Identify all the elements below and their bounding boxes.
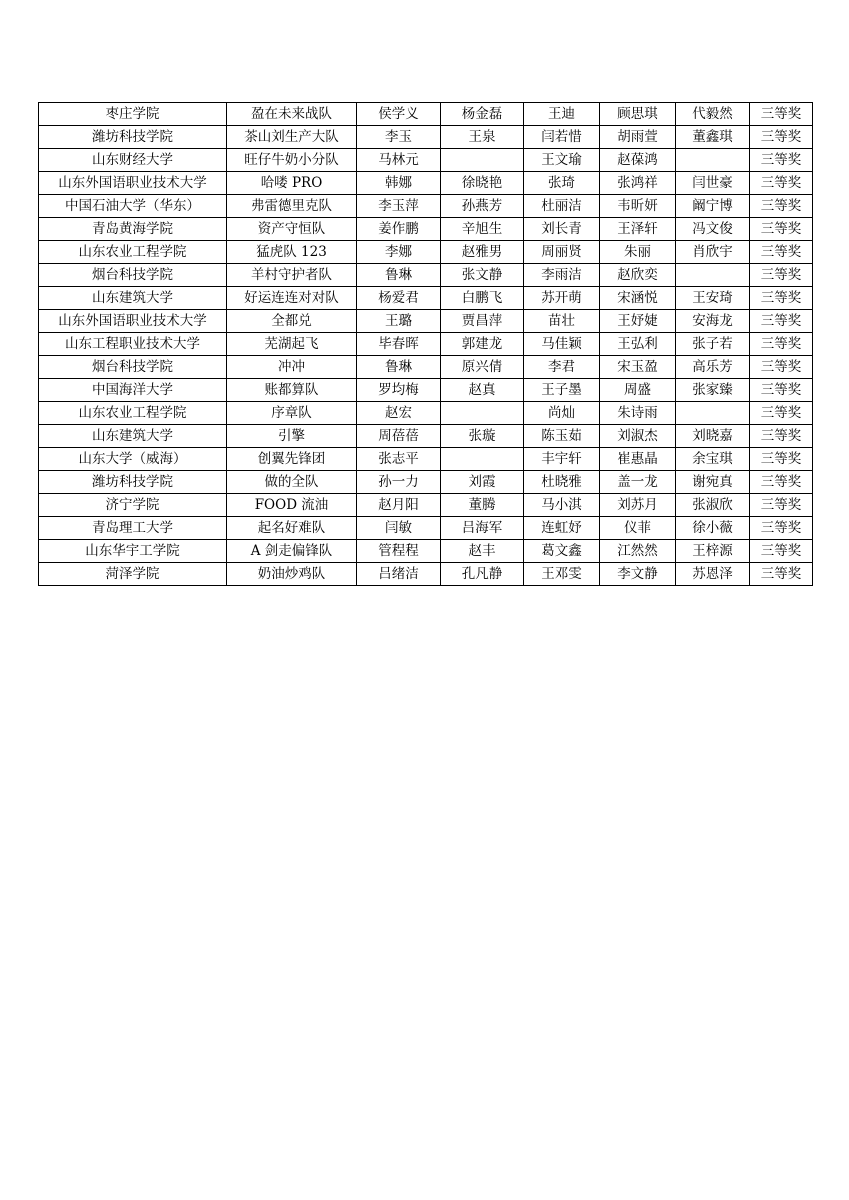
member-2-cell: 朱丽: [600, 241, 676, 264]
award-cell: 三等奖: [750, 149, 813, 172]
member-1-cell: 连虹妤: [524, 517, 600, 540]
advisor-2-cell: 原兴倩: [441, 356, 524, 379]
table-row: [39, 264, 813, 287]
advisor-2-cell: [441, 149, 524, 172]
advisor-2-cell: 贾昌萍: [441, 310, 524, 333]
table-row: [39, 195, 813, 218]
advisor-cell: 周蓓蓓: [357, 425, 441, 448]
member-1-cell: 王子墨: [524, 379, 600, 402]
member-3-cell: 闫世豪: [676, 172, 750, 195]
member-2-cell: 李文静: [600, 563, 676, 586]
team-name-cell: 资产守恒队: [227, 218, 357, 241]
award-cell: 三等奖: [750, 172, 813, 195]
advisor-cell: 姜作鹏: [357, 218, 441, 241]
team-name-cell: 好运连连对对队: [227, 287, 357, 310]
school-cell: 潍坊科技学院: [39, 471, 227, 494]
school-cell: 中国石油大学（华东）: [39, 195, 227, 218]
member-3-cell: 代毅然: [676, 103, 750, 126]
member-3-cell: 苏恩泽: [676, 563, 750, 586]
team-name-cell: 弗雷德里克队: [227, 195, 357, 218]
award-cell: 三等奖: [750, 310, 813, 333]
member-3-cell: 董鑫琪: [676, 126, 750, 149]
advisor-cell: 李玉萍: [357, 195, 441, 218]
member-2-cell: 王泽轩: [600, 218, 676, 241]
table-row: [39, 402, 813, 425]
award-cell: 三等奖: [750, 517, 813, 540]
member-2-cell: 宋玉盈: [600, 356, 676, 379]
member-1-cell: 苏开萌: [524, 287, 600, 310]
member-3-cell: 王梓源: [676, 540, 750, 563]
member-3-cell: 张家臻: [676, 379, 750, 402]
advisor-2-cell: [441, 402, 524, 425]
advisor-cell: 罗均梅: [357, 379, 441, 402]
advisor-2-cell: 张文静: [441, 264, 524, 287]
advisor-2-cell: 赵丰: [441, 540, 524, 563]
school-cell: 济宁学院: [39, 494, 227, 517]
advisor-cell: 侯学义: [357, 103, 441, 126]
member-2-cell: 王弘利: [600, 333, 676, 356]
table-row: [39, 287, 813, 310]
award-cell: 三等奖: [750, 448, 813, 471]
award-cell: 三等奖: [750, 402, 813, 425]
school-cell: 枣庄学院: [39, 103, 227, 126]
advisor-2-cell: 杨金磊: [441, 103, 524, 126]
team-name-cell: 羊村守护者队: [227, 264, 357, 287]
table-row: [39, 563, 813, 586]
table-row: [39, 241, 813, 264]
advisor-2-cell: 徐晓艳: [441, 172, 524, 195]
team-name-cell: 引擎: [227, 425, 357, 448]
advisor-2-cell: 吕海军: [441, 517, 524, 540]
team-name-cell: 盈在未来战队: [227, 103, 357, 126]
advisor-cell: 毕春晖: [357, 333, 441, 356]
member-2-cell: 赵欣奕: [600, 264, 676, 287]
advisor-2-cell: 赵雅男: [441, 241, 524, 264]
member-1-cell: 马佳颖: [524, 333, 600, 356]
table-row: [39, 448, 813, 471]
award-cell: 三等奖: [750, 103, 813, 126]
advisor-2-cell: 郭建龙: [441, 333, 524, 356]
member-1-cell: 王邓雯: [524, 563, 600, 586]
member-3-cell: [676, 264, 750, 287]
team-name-cell: 做的全队: [227, 471, 357, 494]
member-1-cell: 马小淇: [524, 494, 600, 517]
member-2-cell: 顾思琪: [600, 103, 676, 126]
member-1-cell: 李君: [524, 356, 600, 379]
award-cell: 三等奖: [750, 241, 813, 264]
school-cell: 山东农业工程学院: [39, 241, 227, 264]
team-name-cell: 芜湖起飞: [227, 333, 357, 356]
award-cell: 三等奖: [750, 471, 813, 494]
school-cell: 潍坊科技学院: [39, 126, 227, 149]
award-cell: 三等奖: [750, 494, 813, 517]
advisor-2-cell: 白鹏飞: [441, 287, 524, 310]
table-row: [39, 471, 813, 494]
advisor-2-cell: 刘霞: [441, 471, 524, 494]
member-2-cell: 刘苏月: [600, 494, 676, 517]
member-1-cell: 苗壮: [524, 310, 600, 333]
member-1-cell: 丰宇轩: [524, 448, 600, 471]
table-row: [39, 540, 813, 563]
table-row: [39, 126, 813, 149]
school-cell: 青岛黄海学院: [39, 218, 227, 241]
team-name-cell: 起名好难队: [227, 517, 357, 540]
advisor-cell: 王璐: [357, 310, 441, 333]
member-2-cell: 崔惠晶: [600, 448, 676, 471]
table-row: [39, 425, 813, 448]
school-cell: 菏泽学院: [39, 563, 227, 586]
advisor-cell: 杨爱君: [357, 287, 441, 310]
member-3-cell: 冯文俊: [676, 218, 750, 241]
advisor-cell: 管程程: [357, 540, 441, 563]
table-row: [39, 333, 813, 356]
advisor-2-cell: 孔凡静: [441, 563, 524, 586]
advisor-cell: 吕绪洁: [357, 563, 441, 586]
team-name-cell: 冲冲: [227, 356, 357, 379]
member-2-cell: 周盛: [600, 379, 676, 402]
table-row: [39, 379, 813, 402]
award-cell: 三等奖: [750, 287, 813, 310]
member-1-cell: 周丽贤: [524, 241, 600, 264]
award-cell: 三等奖: [750, 333, 813, 356]
school-cell: 青岛理工大学: [39, 517, 227, 540]
advisor-cell: 李娜: [357, 241, 441, 264]
member-2-cell: 赵葆鸿: [600, 149, 676, 172]
school-cell: 烟台科技学院: [39, 356, 227, 379]
advisor-cell: 李玉: [357, 126, 441, 149]
advisor-cell: 马林元: [357, 149, 441, 172]
team-name-cell: FOOD 流油: [227, 494, 357, 517]
advisor-cell: 孙一力: [357, 471, 441, 494]
member-3-cell: 安海龙: [676, 310, 750, 333]
table-row: [39, 356, 813, 379]
member-1-cell: 王迪: [524, 103, 600, 126]
advisor-cell: 鲁琳: [357, 264, 441, 287]
member-1-cell: 李雨洁: [524, 264, 600, 287]
awards-table: [38, 102, 813, 586]
member-1-cell: 闫若惜: [524, 126, 600, 149]
advisor-2-cell: 赵真: [441, 379, 524, 402]
table-row: [39, 149, 813, 172]
advisor-2-cell: 辛旭生: [441, 218, 524, 241]
member-2-cell: 张鸿祥: [600, 172, 676, 195]
member-2-cell: 仪菲: [600, 517, 676, 540]
table-row: [39, 517, 813, 540]
award-cell: 三等奖: [750, 379, 813, 402]
team-name-cell: 旺仔牛奶小分队: [227, 149, 357, 172]
school-cell: 山东建筑大学: [39, 425, 227, 448]
school-cell: 山东财经大学: [39, 149, 227, 172]
award-cell: 三等奖: [750, 425, 813, 448]
team-name-cell: 全都兑: [227, 310, 357, 333]
member-3-cell: [676, 402, 750, 425]
member-1-cell: 杜丽洁: [524, 195, 600, 218]
school-cell: 烟台科技学院: [39, 264, 227, 287]
member-3-cell: 肖欣宇: [676, 241, 750, 264]
member-2-cell: 刘淑杰: [600, 425, 676, 448]
member-3-cell: 阚宁博: [676, 195, 750, 218]
member-2-cell: 盖一龙: [600, 471, 676, 494]
table-row: [39, 310, 813, 333]
team-name-cell: A 剑走偏锋队: [227, 540, 357, 563]
school-cell: 山东华宇工学院: [39, 540, 227, 563]
award-cell: 三等奖: [750, 195, 813, 218]
member-2-cell: 韦昕妍: [600, 195, 676, 218]
school-cell: 中国海洋大学: [39, 379, 227, 402]
awards-table-body: [39, 103, 813, 586]
table-row: [39, 103, 813, 126]
school-cell: 山东外国语职业技术大学: [39, 310, 227, 333]
advisor-2-cell: 孙燕芳: [441, 195, 524, 218]
table-row: [39, 172, 813, 195]
team-name-cell: 账都算队: [227, 379, 357, 402]
table-row: [39, 218, 813, 241]
member-2-cell: 王妤婕: [600, 310, 676, 333]
member-2-cell: 宋涵悦: [600, 287, 676, 310]
team-name-cell: 创翼先锋团: [227, 448, 357, 471]
advisor-cell: 闫敏: [357, 517, 441, 540]
award-cell: 三等奖: [750, 218, 813, 241]
member-3-cell: 张淑欣: [676, 494, 750, 517]
advisor-2-cell: 董腾: [441, 494, 524, 517]
member-2-cell: 胡雨萱: [600, 126, 676, 149]
member-2-cell: 朱诗雨: [600, 402, 676, 425]
table-row: [39, 494, 813, 517]
school-cell: 山东工程职业技术大学: [39, 333, 227, 356]
member-3-cell: 高乐芳: [676, 356, 750, 379]
advisor-cell: 赵宏: [357, 402, 441, 425]
school-cell: 山东建筑大学: [39, 287, 227, 310]
team-name-cell: 茶山刘生产大队: [227, 126, 357, 149]
team-name-cell: 猛虎队 123: [227, 241, 357, 264]
award-cell: 三等奖: [750, 126, 813, 149]
team-name-cell: 哈喽 PRO: [227, 172, 357, 195]
award-cell: 三等奖: [750, 356, 813, 379]
team-name-cell: 奶油炒鸡队: [227, 563, 357, 586]
member-2-cell: 江然然: [600, 540, 676, 563]
member-3-cell: 刘晓嘉: [676, 425, 750, 448]
member-1-cell: 陈玉茹: [524, 425, 600, 448]
advisor-cell: 韩娜: [357, 172, 441, 195]
member-1-cell: 张琦: [524, 172, 600, 195]
advisor-cell: 赵月阳: [357, 494, 441, 517]
member-3-cell: 王安琦: [676, 287, 750, 310]
member-3-cell: 余宝琪: [676, 448, 750, 471]
member-1-cell: 王文瑜: [524, 149, 600, 172]
advisor-2-cell: [441, 448, 524, 471]
school-cell: 山东大学（威海）: [39, 448, 227, 471]
advisor-cell: 鲁琳: [357, 356, 441, 379]
school-cell: 山东外国语职业技术大学: [39, 172, 227, 195]
advisor-cell: 张志平: [357, 448, 441, 471]
member-3-cell: [676, 149, 750, 172]
advisor-2-cell: 王泉: [441, 126, 524, 149]
member-3-cell: 谢宛真: [676, 471, 750, 494]
advisor-2-cell: 张璇: [441, 425, 524, 448]
award-cell: 三等奖: [750, 264, 813, 287]
member-1-cell: 葛文鑫: [524, 540, 600, 563]
member-1-cell: 杜晓雅: [524, 471, 600, 494]
member-3-cell: 徐小薇: [676, 517, 750, 540]
team-name-cell: 序章队: [227, 402, 357, 425]
member-3-cell: 张子若: [676, 333, 750, 356]
award-cell: 三等奖: [750, 563, 813, 586]
member-1-cell: 刘长青: [524, 218, 600, 241]
member-1-cell: 尚灿: [524, 402, 600, 425]
award-cell: 三等奖: [750, 540, 813, 563]
school-cell: 山东农业工程学院: [39, 402, 227, 425]
